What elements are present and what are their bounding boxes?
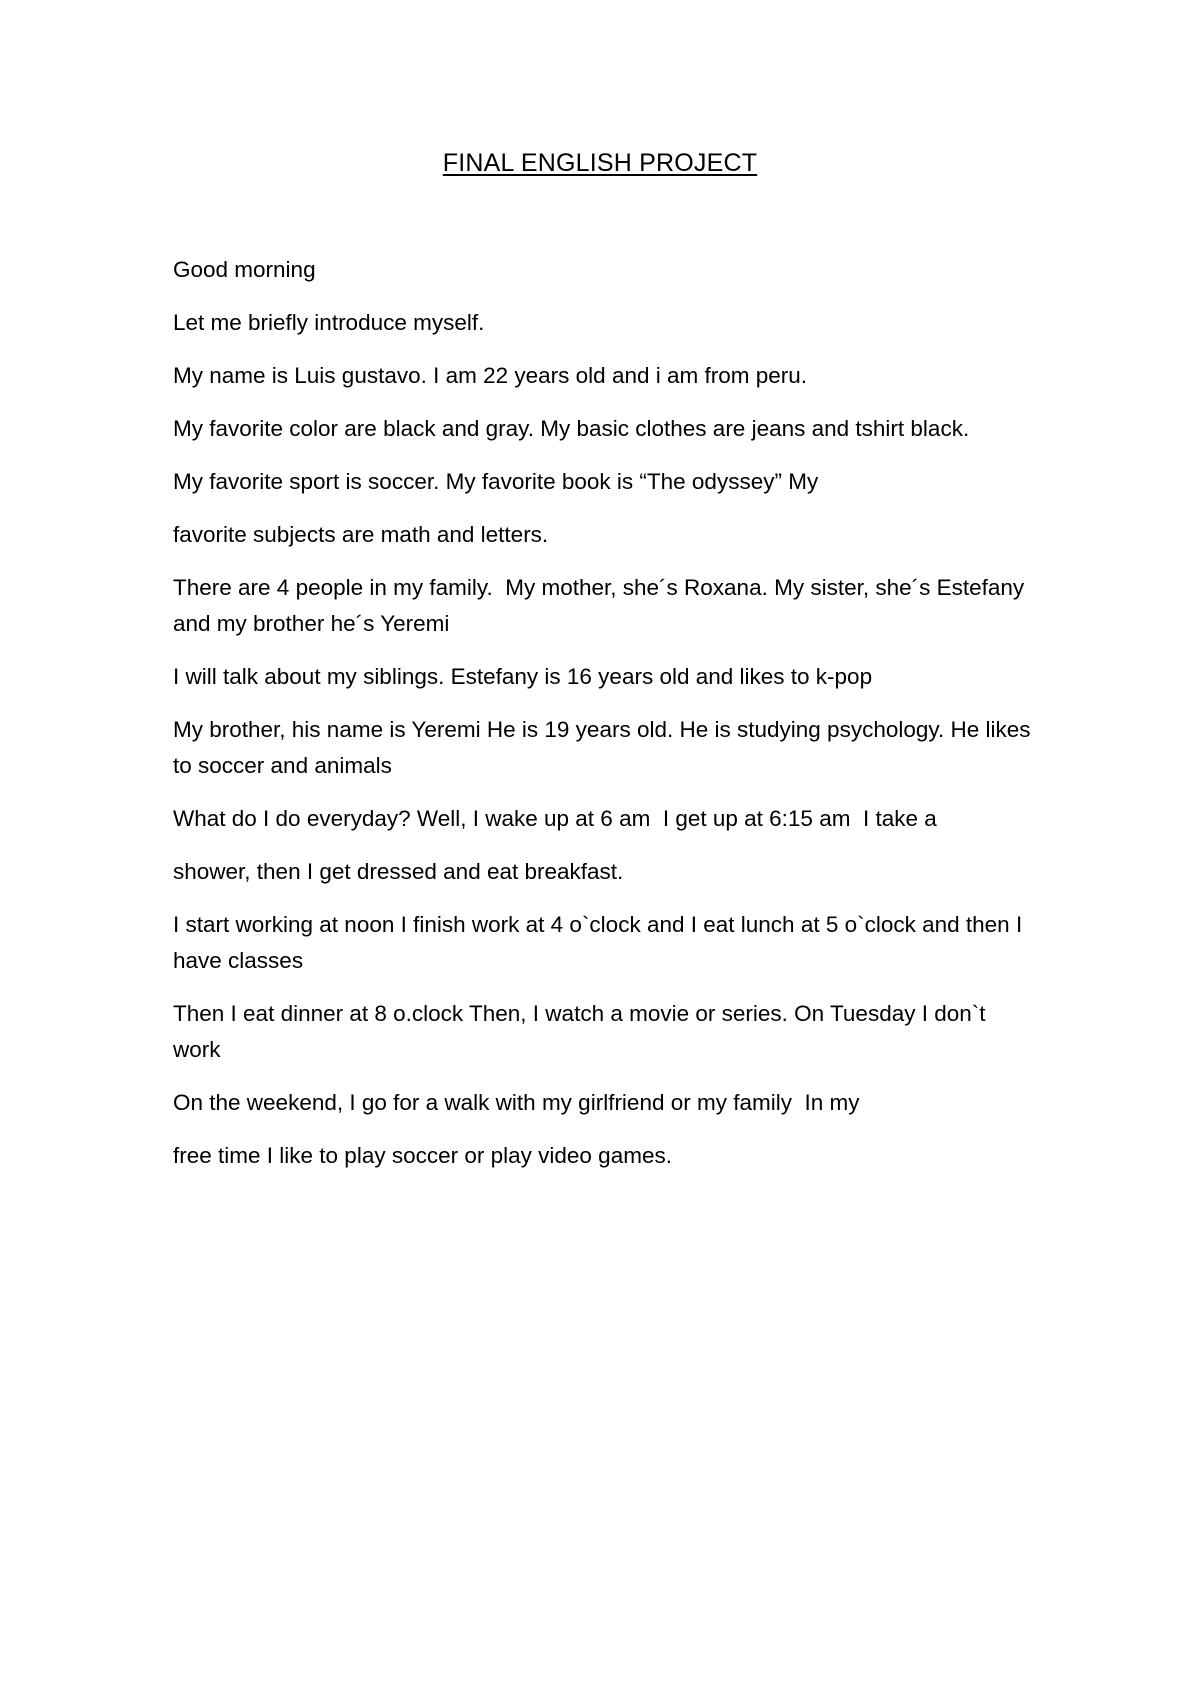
paragraph: My favorite sport is soccer. My favorite book is “The odyssey” My [173,469,819,494]
paragraph: I will talk about my siblings. Estefany is 16 years old and likes to k-pop [173,664,873,689]
paragraph: My brother, his name is Yeremi He is 19 years old. He is studying psychology. He likes to soccer and animals [173,717,1037,778]
document-body [173,252,1037,1191]
paragraph: On the weekend, I go for a walk with my girlfriend or my family In my [173,1090,860,1115]
paragraph: There are 4 people in my family. My mother, she´s Roxana. My sister, she´s Estefany and my brother he´s Yeremi [173,575,1031,636]
paragraph: What do I do everyday? Well, I wake up at 6 am I get up at 6:15 am I take a [173,806,937,831]
paragraph: Then I eat dinner at 8 o.clock Then, I watch a movie or series. On Tuesday I don`t work [173,1001,992,1062]
paragraph: shower, then I get dressed and eat breakfast. [173,859,624,884]
paragraph: Let me briefly introduce myself. [173,310,485,335]
paragraph: My favorite color are black and gray. My basic clothes are jeans and tshirt black. [173,416,970,441]
paragraph: free time I like to play soccer or play video games. [173,1143,672,1168]
paragraph: I start working at noon I finish work at 4 o`clock and I eat lunch at 5 o`clock and then I have classes [173,912,1029,973]
paragraph: favorite subjects are math and letters. [173,522,549,547]
page-title: FINAL ENGLISH PROJECT [442,149,758,177]
paragraph: My name is Luis gustavo. I am 22 years old and i am from peru. [173,363,808,388]
paragraph: Good morning [173,257,316,282]
